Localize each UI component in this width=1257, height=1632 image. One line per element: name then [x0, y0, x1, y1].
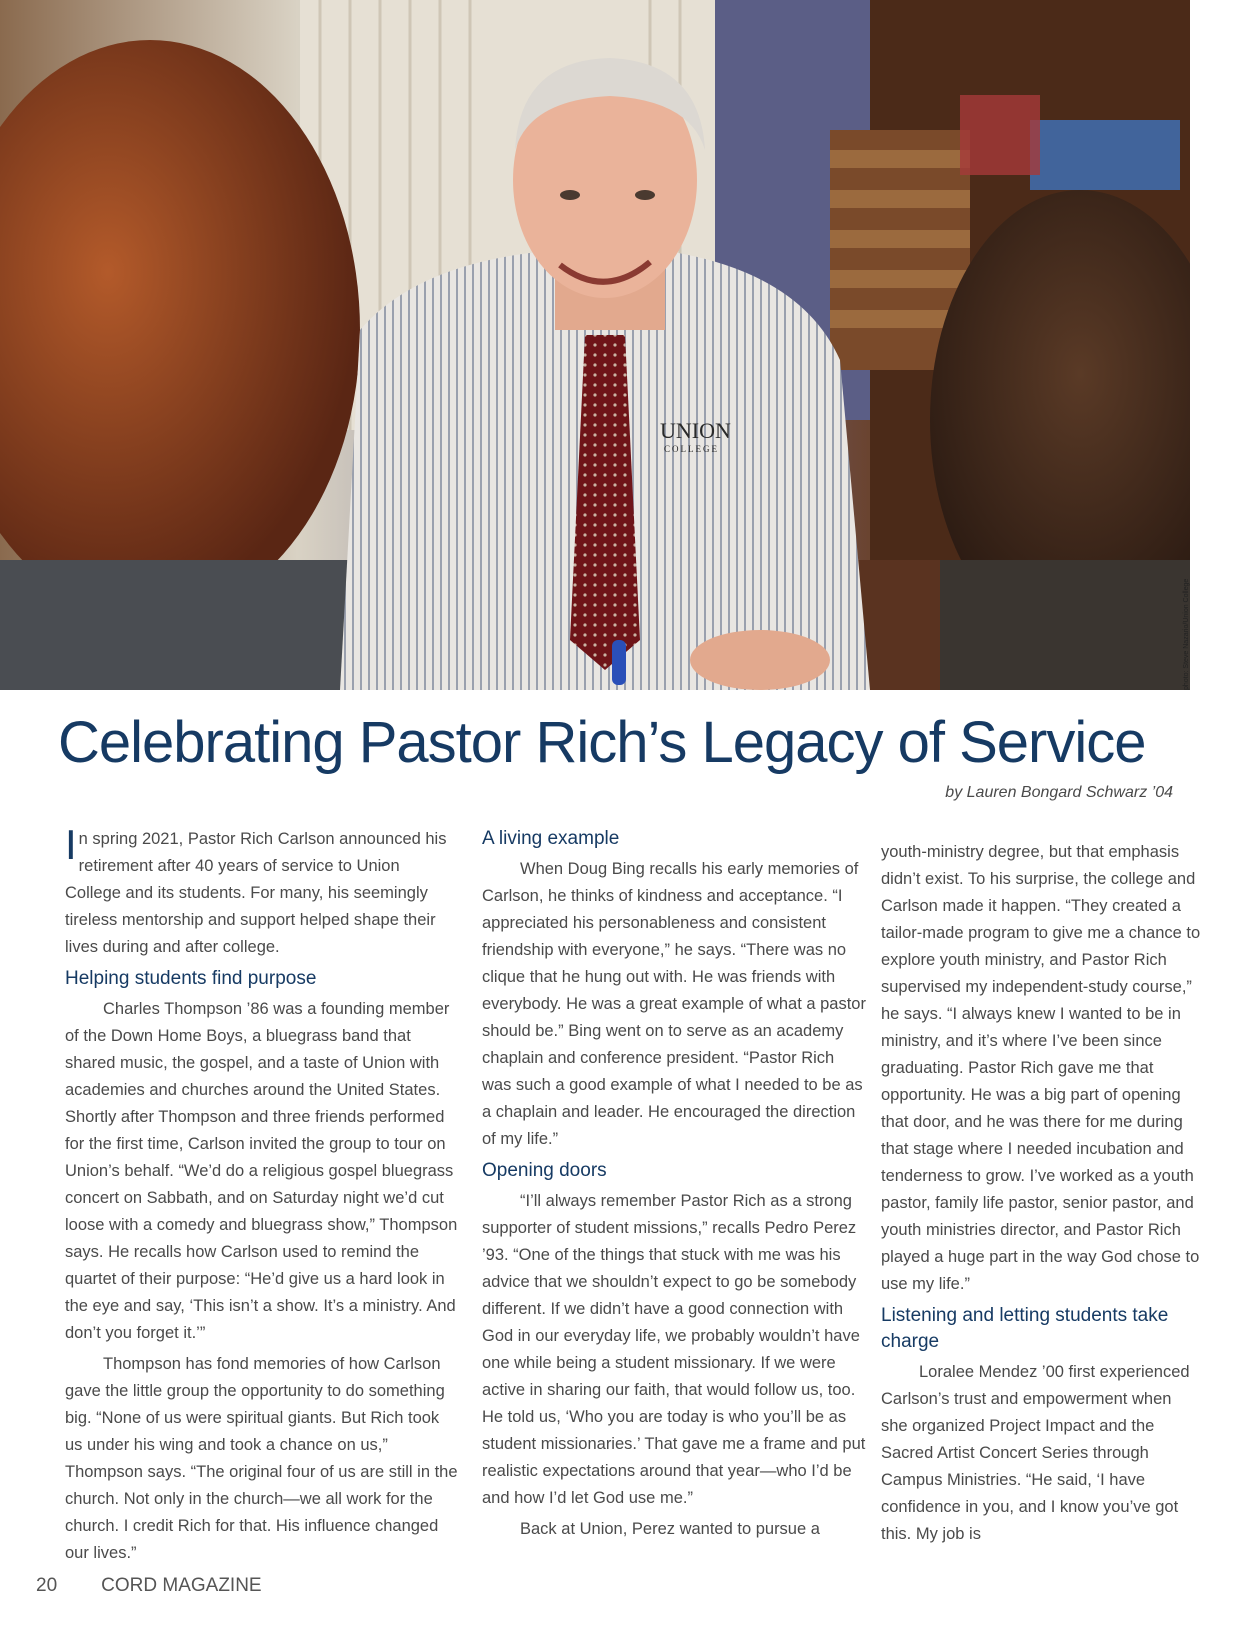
body-paragraph: Loralee Mendez ’00 first experienced Carlson’s trust and empowerment when she organized Project Impact and the Sacred Artist Concert Series through Campus Ministries. “He said, ‘I have confidence in you, and I know you’ve got this. My job is [881, 1363, 1190, 1543]
section-heading: Listening and letting students take charge [881, 1305, 1169, 1352]
page-footer [36, 1575, 306, 1597]
body-paragraph: “I’ll always remember Pastor Rich as a strong supporter of student missions,” recalls Pedro Perez ’93. “One of the things that stuck with me was his advice that we shouldn’t expect to go be somebody different. If we didn’t have a good connection with God in our everyday life, we probably wouldn’t have one while being a student missionary. If we were active in sharing our faith, that would follow us, too. He told us, ‘Who you are today is who you’ll be as student missionaries.’ That gave me a frame and put realistic expectations around that year—who I’d be and how I’d let God use me.” [482, 1192, 866, 1507]
byline: by Lauren Bongard Schwarz ’04 [945, 784, 1173, 801]
body-paragraph: When Doug Bing recalls his early memories of Carlson, he thinks of kindness and acceptance. “I appreciated his personableness and consistent friendship with everyone,” he says. “There was no clique that he hung out with. He was friends with everybody. He was a great example of what a pastor should be.” Bing went on to serve as an academy chaplain and conference president. “Pastor Rich was such a good example of what I needed to be as a chaplain and leader. He encouraged the direction of my life.” [482, 860, 866, 1148]
magazine-name: CORD MAGAZINE [101, 1575, 262, 1596]
page-number: 20 [36, 1575, 58, 1596]
shirt-logo-union: UNION [660, 418, 731, 443]
section-heading: Helping students find purpose [65, 968, 317, 989]
article-title: Celebrating Pastor Rich’s Legacy of Service [58, 710, 1146, 775]
photo-credit: photo: Steve Nazario/Union College [1183, 578, 1190, 690]
shirt-logo-college: COLLEGE [664, 444, 719, 454]
column-3 [881, 839, 1201, 1548]
body-paragraph: Charles Thompson ’86 was a founding member of the Down Home Boys, a bluegrass band that shared music, the gospel, and a taste of Union with academies and churches around the United States. Shortly after Thompson and three friends performed for the first time, Carlson invited the group to tour on Union’s behalf. “We’d do a religious gospel bluegrass concert on Sabbath, and on Saturday night we’d cut loose with a comedy and bluegrass show,” Thompson says. He recalls how Carlson used to remind the quartet of their purpose: “He’d give us a hard look in the eye and say, ‘This isn’t a show. It’s a ministry. And don’t you forget it.’” [65, 1000, 458, 1342]
body-paragraph-continued: youth-ministry degree, but that emphasis didn’t exist. To his surprise, the college and Carlson made it happen. “They created a tailor-made program to give me a chance to explore youth ministry, and Pastor Rich supervised my independent-study course,” he says. “I always knew I wanted to be in ministry, and it’s where I’ve been since graduating. Pastor Rich gave me that opportunity. He was a big part of opening that door, and he was there for me during that stage where I needed incubation and tenderness to grow. I’ve worked as a youth pastor, family life pastor, senior pastor, and youth ministries director, and Pastor Rich played a huge part in the way God chose to use my life.” [881, 843, 1201, 1293]
hero-photo-illustration [0, 0, 1190, 690]
section-heading: A living example [482, 828, 620, 849]
column-1 [65, 821, 460, 1567]
intro-text: n spring 2021, Pastor Rich Carlson announced his retirement after 40 years of service to Union College and its students. For many, his seemingly tireless mentorship and support helped shape their lives during and after college. [65, 830, 447, 956]
body-paragraph: Back at Union, Perez wanted to pursue a [520, 1520, 820, 1538]
drop-cap: I [65, 821, 77, 868]
section-heading: Opening doors [482, 1160, 607, 1181]
body-paragraph: Thompson has fond memories of how Carlson gave the little group the opportunity to do something big. “None of us were spiritual giants. But Rich took us under his wing and took a chance on us,” Thompson says. “The original four of us are still in the church. Not only in the church—we all work for the church. I credit Rich for that. His influence changed our lives.” [65, 1355, 458, 1562]
column-2 [482, 826, 866, 1543]
hero-photo [0, 0, 1190, 690]
intro-paragraph [65, 821, 460, 961]
